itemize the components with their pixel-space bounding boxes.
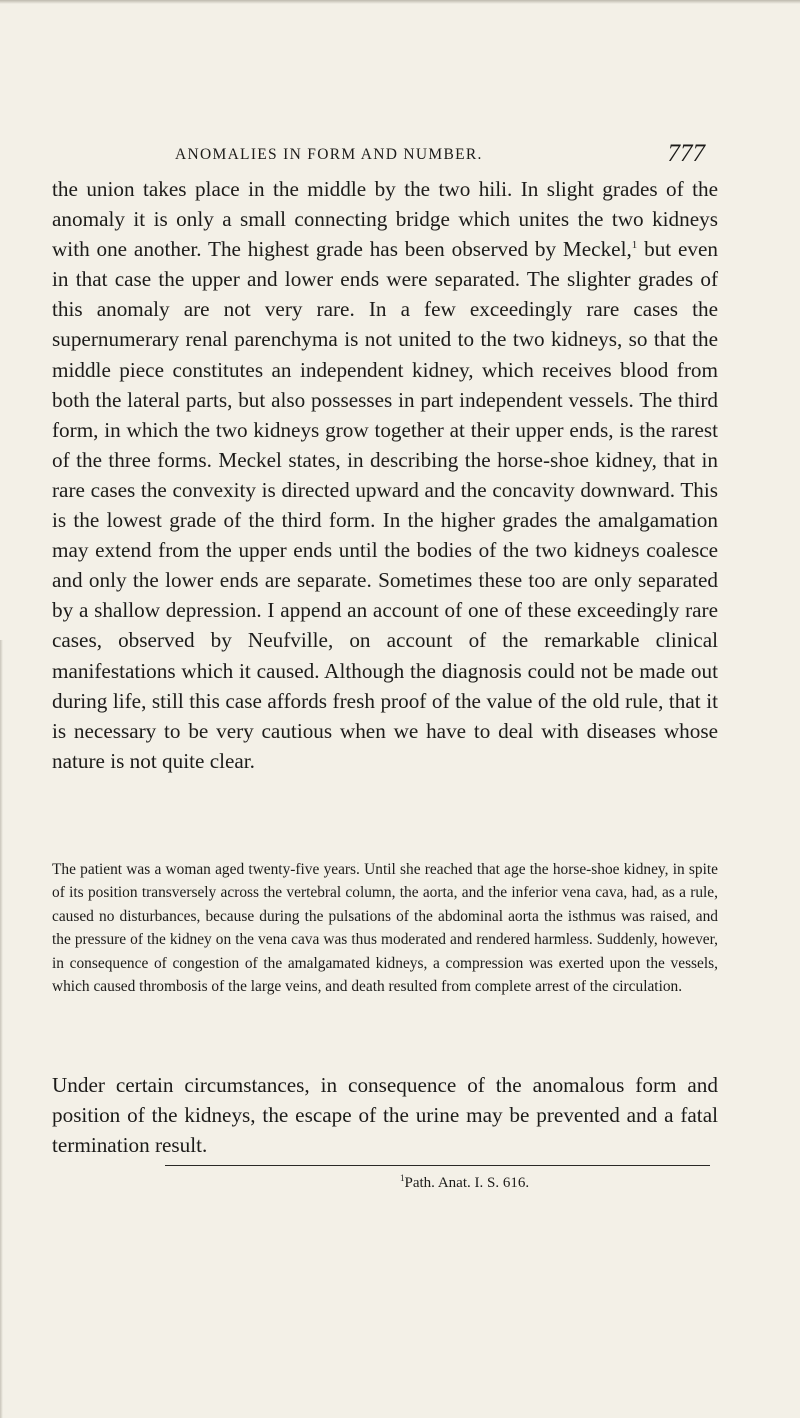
- closing-paragraph: Under certain circumstances, in consequence of the anomalous form and position of the kidneys, the escape of the urine may be prevented and a fatal termination result.: [52, 1073, 718, 1157]
- page-header: [175, 140, 705, 168]
- paragraph-text-part-1: the union takes place in the middle by the two hili. In slight grades of the anomaly it is only a small connecting bridge which unites the two kidneys with one another. The highest grade has been observed by Meckel,: [52, 177, 718, 262]
- footnote-divider: [165, 1165, 710, 1166]
- footnote-text: Path. Anat. I. S. 616.: [404, 1175, 530, 1191]
- page-top-edge: [0, 0, 800, 4]
- page-number: 777: [667, 140, 705, 167]
- footnote: [400, 1175, 529, 1192]
- case-report-paragraph: The patient was a woman aged twenty-five years. Until she reached that age the horse-shoe kidney, in spite of its position transversely across the vertebral column, the aorta, and the inferior vena cava, had, as a rule, caused no disturbances, because during the pulsations of the abdominal aorta the isthmus was raised, and the pressure of the kidney on the vena cava was thus moderated and rendered harmless. Suddenly, however, in consequence of congestion of the amalgamated kidneys, a compression was exerted upon the vessels, which caused thrombosis of the large veins, and death resulted from complete arrest of the circulation.: [52, 861, 718, 996]
- footnote-reference[interactable]: 1: [631, 239, 638, 252]
- main-paragraph: [52, 174, 718, 776]
- paragraph-text-part-2: but even in that case the upper and lower ends were separated. The slighter grades of this anomaly are not very rare. In a few exceedingly rare cases the supernumerary renal parenchyma is not united to the two kidneys, so that the middle piece constitutes an independent kidney, which receives blood from both the lateral parts, but also possesses in part independent vessels. The third form, in which the two kidneys grow together at their upper ends, is the rarest of the three forms. Meckel states, in describing the horse-shoe kidney, that in rare cases the convexity is directed upward and the concavity downward. This is the lowest grade of the third form. In the higher grades the amalgamation may extend from the upper ends until the bodies of the two kidneys coalesce and only the lower ends are separate. Sometimes these too are only separated by a shallow depression. I append an account of one of these exceedingly rare cases, observed by Neufville, on account of the remarkable clinical manifestations which it caused. Although the diagnosis could not be made out during life, still this case affords fresh proof of the value of the old rule, that it is necessary to be very cautious when we have to deal with diseases whose nature is not quite clear.: [52, 237, 718, 773]
- running-head: ANOMALIES IN FORM AND NUMBER.: [175, 146, 483, 163]
- footnote-marker: 1: [400, 1173, 405, 1183]
- page-binding-edge: [0, 640, 3, 1418]
